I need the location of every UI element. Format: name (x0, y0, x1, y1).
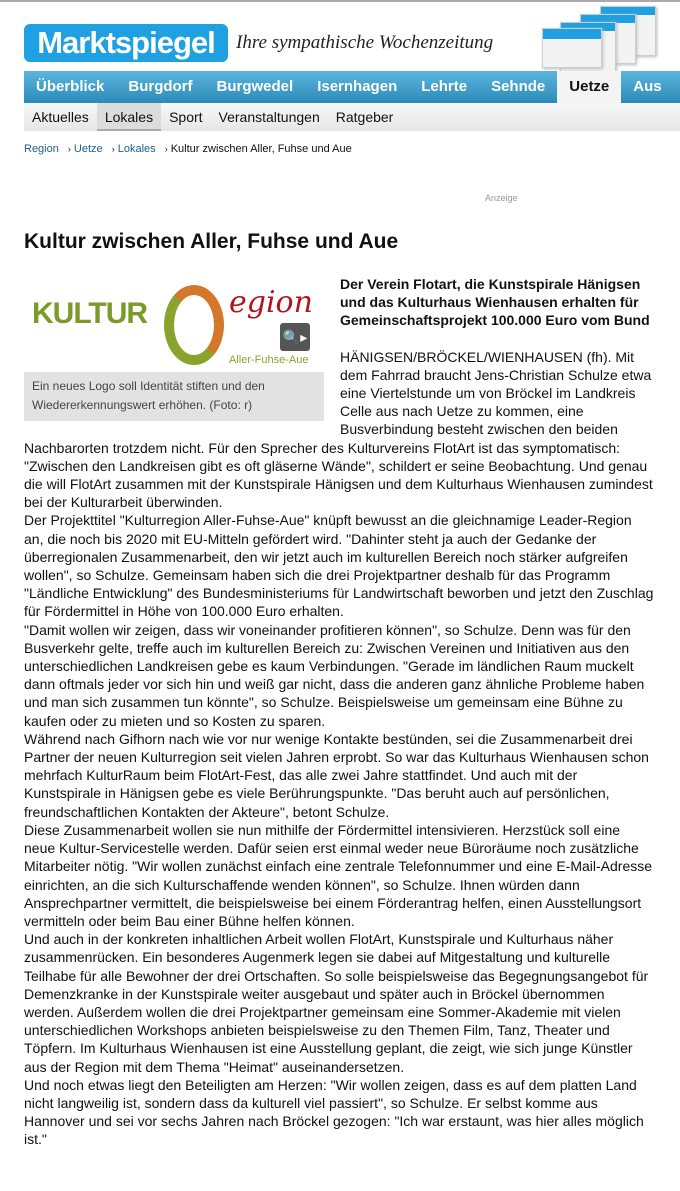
article-body (24, 275, 654, 1149)
article-paragraph: Der Projekttitel "Kulturregion Aller-Fuhse-Aue" knüpft bewusst an die gleichnamige Leader-Region an, die noch bis 2020 mit EU-Mitteln gefördert wird. "Dahinter steht ja auch der Gedanke der überregionalen Zusammenarbeit, den wir jetzt auch im kulturellen Bereich noch stärker aufgreifen wollen", so Schulze. Gemeinsam haben sich die drei Projektpartner deshalb für das Programm "Ländliche Entwicklung" des Bundesministeriums für Landwirtschaft beworben und jetzt den Zuschlag für Fördermittel in Höhe von 100.000 Euro erhalten. (24, 512, 654, 620)
article-lead: Der Verein Flotart, die Kunstspirale Hänigsen und das Kulturhaus Wienhausen erhalten für Gemeinschaftsprojekt 100.000 Euro vom Bund (340, 276, 650, 329)
subnav-tab-ratgeber[interactable]: Ratgeber (335, 109, 394, 125)
logo-kultur: KULTUR (32, 297, 148, 330)
nav-tab-uetze[interactable]: Uetze (557, 71, 621, 103)
nav-tab-sehnde[interactable]: Sehnde (491, 78, 546, 95)
chevron-right-icon: › (111, 144, 115, 154)
site-header (0, 2, 680, 72)
article-title: Kultur zwischen Aller, Fuhse und Aue (24, 230, 399, 253)
kulturregion-logo-image[interactable] (24, 275, 324, 370)
article-paragraph: Diese Zusammenarbeit wollen sie nun mithilfe der Fördermittel intensivieren. Herzstück soll eine neue Kultur-Servicestelle werden. Dafür seien erst einmal weder neue Büroräume noch zusätzliche Mitarbeiter nötig. "Wir wollen zunächst einfach eine zentrale Telefonnummer und eine E-Mail-Adresse einrichten, an die sich Kulturschaffende wenden können", so Schulze. Ihnen würden dann Ansprechpartner vermittelt, die beispielsweise bei einem Förderantrag helfen, einen Ausstellungsort vermitteln oder beim Bau einer Bühne helfen können. (24, 821, 653, 929)
slogan: Ihre sympathische Wochenzeitung (236, 32, 494, 53)
subnav-tab-veranstaltungen[interactable]: Veranstaltungen (218, 109, 320, 125)
article-paragraph: HÄNIGSEN/BRÖCKEL/WIENHAUSEN (fh). Mit dem Fahrrad braucht Jens-Christian Schulze etwa eine Viertelstunde um von Bröckel im Landkreis Celle aus nach Uetze zu kommen, eine Busverbindung besteht zwischen den beiden Nachbarorten trotzdem nicht. Für den Sprecher des Kulturvereins FlotArt ist das symptomatisch: "Zwischen den Landkreisen gibt es oft gläserne Wände", schildert er seine Beobachtung. Und genau die will FlotArt zusammen mit der Kunstspirale Hänigsen und dem Kulturhaus Wienhausen zumindest bei der Kulturarbeit überwinden. (24, 348, 653, 511)
subnav-tab-lokales[interactable]: Lokales (97, 103, 161, 131)
article-paragraph: Während nach Gifhorn nach wie vor nur wenige Kontakte bestünden, sei die Zusammenarbeit drei Partner der neuen Kulturregion seit vielen Jahren erprobt. So war das Kulturhaus Wienhausen schon mehrfach KulturRaum beim FlotArt-Fest, das alle zwei Jahre stattfindet. Und auch mit der Kunstspirale in Hänigsen gebe es viele Berührungspunkte. "Das beruht auch auf persönlichen, freundschaftlichen Kontakten der Akteure", betont Schulze. (24, 730, 649, 820)
main-nav (24, 71, 680, 103)
newspaper-stack-image (540, 6, 660, 68)
nav-tab-lehrte[interactable]: Lehrte (421, 78, 468, 95)
sub-nav (24, 103, 680, 131)
logo-swirl (164, 285, 224, 365)
subnav-tab-aktuelles[interactable]: Aktuelles (32, 109, 89, 125)
nav-tab-burgdorf[interactable]: Burgdorf (128, 78, 193, 95)
article-paragraph: Und auch in der konkreten inhaltlichen Arbeit wollen FlotArt, Kunstspirale und Kulturhaus näher zusammenrücken. Ein besonderes Augenmerk legen sie dabei auf Mitgestaltung und kulturelle Teilhabe für alle Bewohner der drei Ortschaften. So solle beispielsweise das Begegnungsangebot für Demenzkranke in der Kunstspirale weiter ausgebaut und später auch in Bröckel übernommen werden. Außerdem wollen die drei Projektpartner gemeinsam eine Sommer-Akademie mit vielen unterschiedlichen Workshops anbieten beispielsweise zu den Themen Film, Tanz, Theater und Töpfern. Im Kulturhaus Wienhausen ist eine Ausstellung geplant, die zeigt, wie sich junge Künstler aus der Region mit dem Thema "Heimat" auseinandersetzen. (24, 931, 649, 1075)
breadcrumb-lokales[interactable]: Lokales (117, 143, 156, 155)
breadcrumb (24, 143, 352, 155)
chevron-right-icon: › (67, 144, 71, 154)
subnav-tab-sport[interactable]: Sport (169, 109, 203, 125)
chevron-right-icon: › (164, 144, 168, 154)
article-figure (24, 275, 324, 421)
zoom-magnifier-icon[interactable]: 🔍▸ (280, 323, 310, 351)
nav-tab-burgwedel[interactable]: Burgwedel (216, 78, 294, 95)
image-caption: Ein neues Logo soll Identität stiften und den Wiedererkennungswert erhöhen. (Foto: r) (24, 372, 324, 421)
nav-tab-aus[interactable]: Aus (633, 78, 662, 95)
article-paragraph: Und noch etwas liegt den Beteiligten am Herzen: "Wir wollen zeigen, dass es auf dem platten Land nicht langweilig ist, sondern dass da kulturell viel passiert", so Schulze. Er selbst komme aus Hannover und sei vor sechs Jahren nach Bröckel gezogen: "Ich war erstaunt, was hier alles möglich ist." (24, 1076, 644, 1148)
marktspiegel-logo[interactable]: Marktspiegel (24, 24, 228, 62)
logo-subtitle: Aller-Fuhse-Aue (229, 354, 309, 366)
breadcrumb-uetze[interactable]: Uetze (73, 143, 103, 155)
nav-tab-überblick[interactable]: Überblick (36, 78, 105, 95)
breadcrumb-region[interactable]: Region (24, 143, 59, 155)
nav-tab-isernhagen[interactable]: Isernhagen (317, 78, 398, 95)
logo-egion: egion (229, 285, 313, 320)
article-paragraph: "Damit wollen wir zeigen, dass wir voneinander profitieren können", so Schulze. Denn was für den Busverkehr gelte, treffe auch im kulturellen Bereich zu: Zwischen Vereinen und Initiativen aus den unterschiedlichen Landkreisen gebe es kaum Verbindungen. "Gerade im ländlichen Raum muckelt dann oftmals jeder vor sich hin und weiß gar nicht, dass die anderen ganz ähnliche Probleme haben und man sich zusammen tun könnte", so Schulze. Beispielsweise um gemeinsam eine Bühne zu kaufen oder zu mieten und so Kosten zu sparen. (24, 621, 645, 729)
breadcrumb-current: Kultur zwischen Aller, Fuhse und Aue (170, 143, 352, 155)
ad-label: Anzeige (485, 193, 518, 203)
